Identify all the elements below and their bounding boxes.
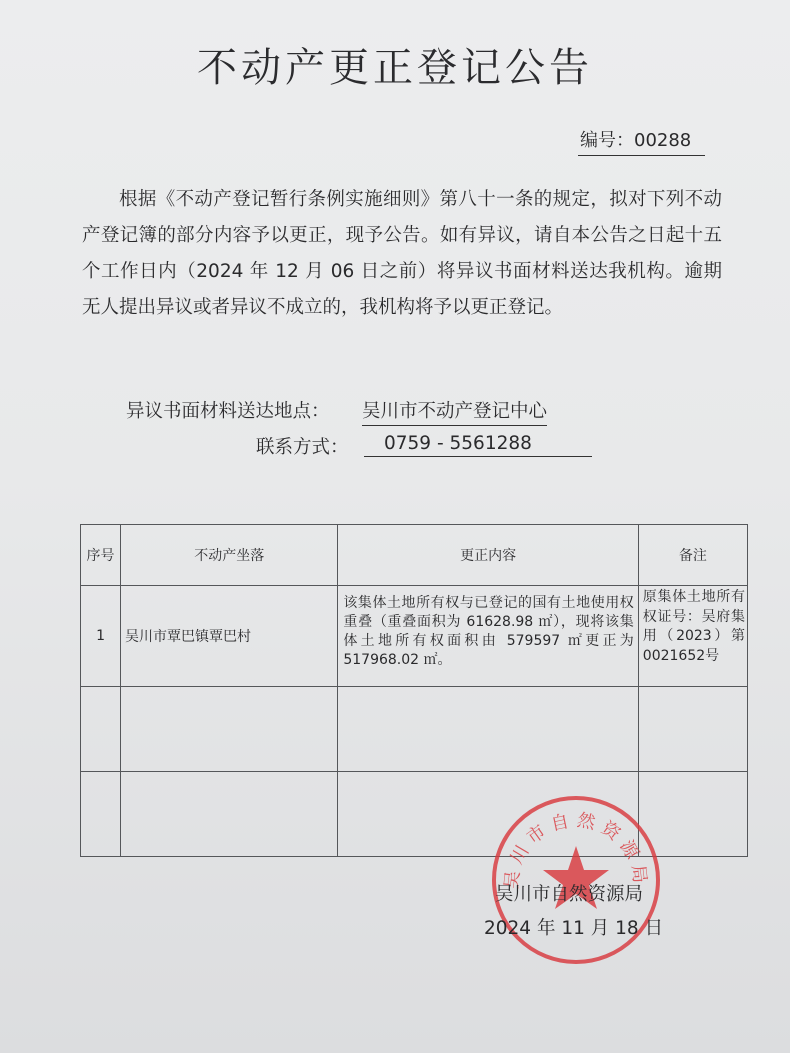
table-row bbox=[81, 586, 748, 687]
page-title: 不动产更正登记公告 bbox=[197, 45, 593, 91]
cell-remarks: 原集体土地所有权证号：吴府集用（2023）第0021652号 bbox=[638, 586, 747, 687]
objection-address-value: 吴川市不动产登记中心 bbox=[362, 397, 547, 426]
issue-date: 2024 年 11 月 18 日 bbox=[484, 918, 664, 939]
cell-correction-content: 该集体土地所有权与已登记的国有土地使用权重叠（重叠面积为 61628.98 ㎡），现将该集体土地所有权面积由 579597 ㎡更正为 517968.02 ㎡。 bbox=[338, 586, 638, 687]
document-number: 编号：00288 bbox=[578, 126, 705, 156]
cell-location: 吴川市覃巴镇覃巴村 bbox=[121, 586, 338, 687]
cell-serial-number: 1 bbox=[81, 586, 121, 687]
cell-location bbox=[121, 687, 338, 772]
header-location: 不动产坐落 bbox=[121, 525, 338, 586]
cell-location bbox=[121, 772, 338, 857]
announcement-paragraph: 根据《不动产登记暂行条例实施细则》第八十一条的规定，拟对下列不动产登记簿的部分内容予以更正，现予公告。如有异议，请自本公告之日起十五个工作日内（2024 年 12 月 06 日之前）将异议书面材料送达我机构。逾期无人提出异议或者异议不成立的，我机构将予以更正登记。 bbox=[82, 189, 722, 318]
table-header-row bbox=[81, 525, 748, 586]
cell-correction-content bbox=[338, 687, 638, 772]
objection-address-label: 异议书面材料送达地点： bbox=[126, 401, 330, 422]
cell-serial-number bbox=[81, 687, 121, 772]
header-serial-number: 序号 bbox=[81, 525, 121, 586]
cell-serial-number bbox=[81, 772, 121, 857]
contact-label: 联系方式： bbox=[256, 437, 349, 458]
seal-text-path: 吴川市自然资源局 bbox=[501, 809, 651, 891]
issuing-organization: 吴川市自然资源局 bbox=[495, 884, 644, 905]
header-correction-content: 更正内容 bbox=[338, 525, 638, 586]
cell-remarks bbox=[638, 687, 747, 772]
contact-phone: 0759 - 5561288 bbox=[364, 433, 592, 457]
header-remarks: 备注 bbox=[638, 525, 747, 586]
table-row bbox=[81, 687, 748, 772]
